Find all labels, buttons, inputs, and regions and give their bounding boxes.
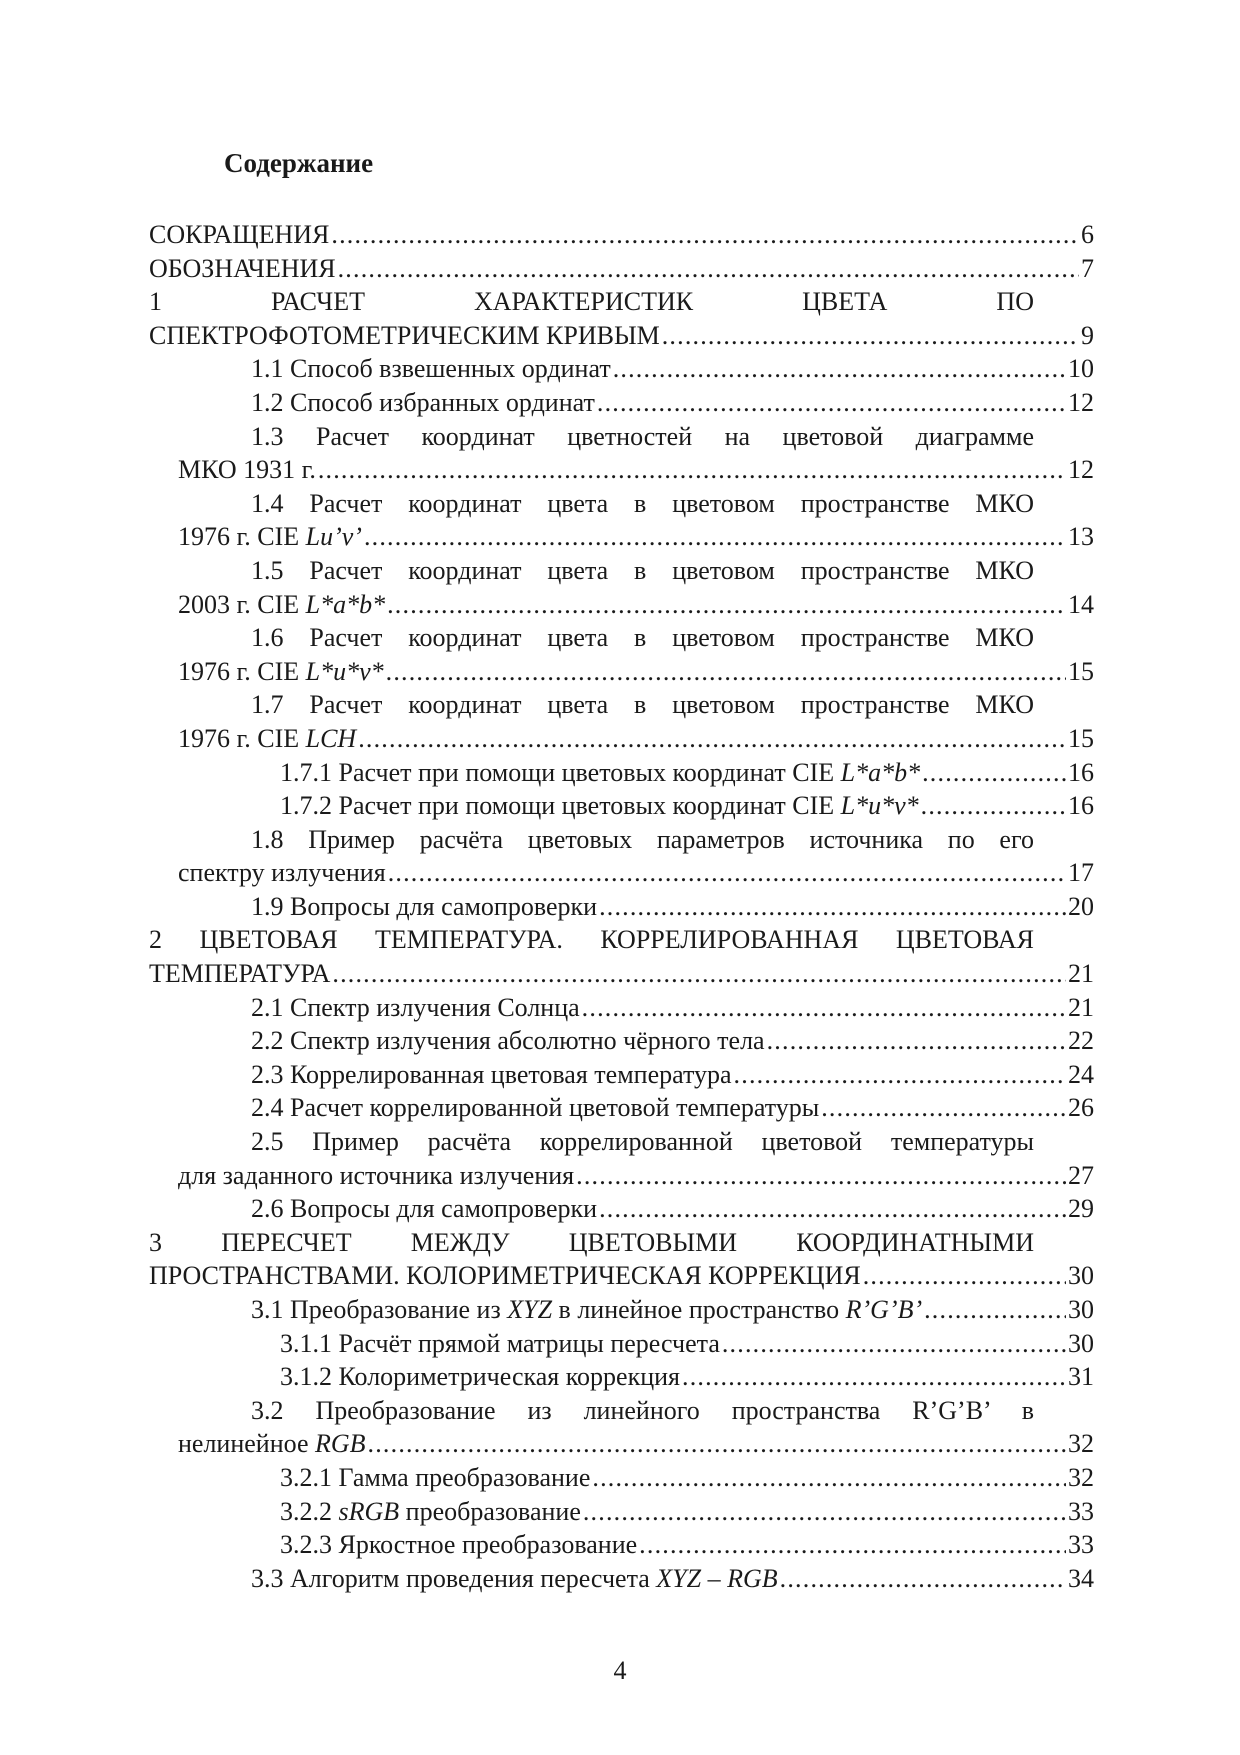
toc-entry[interactable] <box>149 252 1094 286</box>
dot-leader <box>682 1360 1066 1394</box>
toc-entry-title-part: sRGB <box>338 1496 400 1526</box>
toc-entry-line <box>149 1528 1094 1562</box>
toc-entry[interactable] <box>149 621 1094 688</box>
toc-entry-page-number: 6 <box>1081 220 1094 249</box>
toc-entry-line <box>149 1360 1094 1394</box>
toc-entry-line <box>149 1259 1094 1293</box>
toc-entry-title <box>178 588 385 622</box>
toc-entry-page-number: 33 <box>1068 1496 1094 1526</box>
toc-entry-title-part: МКО 1931 г. <box>178 455 316 485</box>
toc-entry-page-number: 17 <box>1068 858 1094 888</box>
toc-entry-title-part: L*a*b* <box>305 589 386 619</box>
toc-entry-title-part: 3.1 Преобразование из <box>251 1295 508 1324</box>
dot-leader <box>662 319 1079 353</box>
toc-entry[interactable] <box>149 554 1094 621</box>
toc-entry-title <box>251 1293 922 1327</box>
toc-entry-title <box>280 1528 637 1562</box>
toc-entry[interactable] <box>149 823 1094 890</box>
toc-entry-line <box>149 1495 1094 1529</box>
dot-leader <box>922 756 1066 790</box>
toc-heading: Содержание <box>224 148 374 178</box>
toc-entry-title-part: нелинейное <box>178 1429 315 1459</box>
toc-entry-title-part: 2003 г. CIE <box>178 589 306 619</box>
toc-entry-page-number: 12 <box>1068 455 1094 485</box>
toc-entry-line <box>149 991 1094 1025</box>
dot-leader <box>388 856 1066 890</box>
toc-entry-page-number: 34 <box>1068 1563 1094 1593</box>
toc-entry-line <box>149 756 1094 790</box>
toc-entry-line <box>149 1091 1094 1125</box>
toc-entry-title-first-line: 3 ПЕРЕСЧЕТ МЕЖДУ ЦВЕТОВЫМИ КООРДИНАТНЫМИ <box>149 1227 1034 1257</box>
toc-entry-page-number: 21 <box>1068 992 1094 1022</box>
toc-entry-title-part: 1.2 Способ избранных ординат <box>251 387 595 417</box>
toc-entry[interactable] <box>149 218 1094 252</box>
toc-entry[interactable] <box>149 1528 1094 1562</box>
toc-entry[interactable] <box>149 1562 1094 1596</box>
dot-leader <box>599 890 1066 924</box>
toc-entry-title <box>251 1091 819 1125</box>
toc-entry-title-part: 1.7.2 Расчет при помощи цветовых координат CIE <box>280 791 841 821</box>
toc-entry[interactable] <box>149 1495 1094 1529</box>
dot-leader <box>863 1259 1066 1293</box>
toc-entry-title-part: 3.2.2 <box>280 1496 339 1526</box>
toc-entry-page-number: 16 <box>1068 791 1094 821</box>
toc-entry-page-number: 32 <box>1068 1462 1094 1492</box>
dot-leader <box>734 1058 1066 1092</box>
toc-entry-title-part: 1976 г. CIE <box>178 522 306 552</box>
toc-entry-title <box>178 856 386 890</box>
toc-entry-line <box>149 218 1094 252</box>
toc-entry-page-number: 10 <box>1068 354 1094 384</box>
toc-entry-title <box>280 1461 590 1495</box>
toc-entry[interactable] <box>149 1293 1094 1327</box>
toc-entry[interactable] <box>149 285 1094 352</box>
toc-entry-page-number: 22 <box>1068 1026 1094 1056</box>
toc-entry[interactable] <box>149 420 1094 487</box>
toc-entry-line <box>149 1159 1094 1193</box>
toc-entry-page-number: 33 <box>1068 1530 1094 1560</box>
table-of-contents <box>149 218 1094 1595</box>
toc-entry-page-number: 30 <box>1068 1328 1094 1358</box>
dot-leader <box>613 352 1066 386</box>
toc-entry-title-part: в линейное пространство <box>552 1295 846 1324</box>
toc-entry-line <box>149 453 1094 487</box>
toc-entry-title <box>178 655 384 689</box>
toc-entry-title-first-line: 2 ЦВЕТОВАЯ ТЕМПЕРАТУРА. КОРРЕЛИРОВАННАЯ ЦВЕТОВАЯ <box>149 925 1034 955</box>
toc-entry-title <box>251 1192 597 1226</box>
toc-entry-title-first-line: 2.5 Пример расчёта коррелированной цветовой температуры <box>251 1127 1034 1157</box>
toc-entry-page-number: 31 <box>1068 1362 1094 1392</box>
toc-entry[interactable] <box>149 1091 1094 1125</box>
toc-entry-title-part: 3.1.2 Колориметрическая коррекция <box>280 1362 680 1392</box>
toc-entry-line <box>149 352 1094 386</box>
toc-entry[interactable] <box>149 1327 1094 1361</box>
toc-entry-title-first-line: 1 РАСЧЕТ ХАРАКТЕРИСТИК ЦВЕТА ПО <box>149 287 1034 317</box>
toc-entry-title <box>251 1562 778 1596</box>
toc-entry-page-number: 30 <box>1068 1295 1094 1324</box>
toc-entry-line <box>149 1192 1094 1226</box>
toc-entry-title <box>280 789 919 823</box>
toc-entry-title-part: ПРОСТРАНСТВАМИ. КОЛОРИМЕТРИЧЕСКАЯ КОРРЕКЦИЯ <box>149 1261 861 1291</box>
dot-leader <box>599 1192 1066 1226</box>
toc-entry-page-number: 27 <box>1068 1160 1094 1190</box>
dot-leader <box>387 588 1066 622</box>
toc-entry-title-part: L*u*v* <box>305 656 384 686</box>
dot-leader <box>332 957 1066 991</box>
toc-entry[interactable] <box>149 688 1094 755</box>
toc-entry-title <box>251 890 597 924</box>
toc-entry-title <box>280 756 920 790</box>
dot-leader <box>639 1528 1066 1562</box>
toc-entry-title-part: XYZ <box>507 1295 553 1324</box>
toc-entry[interactable] <box>149 1226 1094 1293</box>
toc-entry-line <box>149 520 1094 554</box>
dot-leader <box>358 722 1066 756</box>
toc-entry[interactable] <box>149 1394 1094 1461</box>
toc-entry-line <box>149 890 1094 924</box>
toc-entry-title-part: Lu’v’ <box>305 522 362 552</box>
dot-leader <box>821 1091 1066 1125</box>
toc-entry-title-first-line: 1.8 Пример расчёта цветовых параметров источника по его <box>251 824 1034 854</box>
dot-leader <box>576 1159 1066 1193</box>
toc-entry-title <box>251 1024 765 1058</box>
toc-entry-title <box>178 722 356 756</box>
toc-entry-title <box>149 1259 861 1293</box>
dot-leader <box>780 1562 1066 1596</box>
toc-entry-line <box>149 856 1094 890</box>
toc-entry[interactable] <box>149 923 1094 990</box>
dot-leader <box>924 1293 1066 1327</box>
toc-entry-title-part: R’G’B’ <box>845 1295 923 1324</box>
toc-entry-page-number: 30 <box>1068 1261 1094 1291</box>
toc-entry-title-part: 2.3 Коррелированная цветовая температура <box>251 1059 732 1089</box>
toc-entry-title-first-line: 1.4 Расчет координат цвета в цветовом пространстве МКО <box>251 488 1034 518</box>
toc-entry-line <box>149 1327 1094 1361</box>
toc-entry-line <box>149 1293 1094 1327</box>
toc-entry-page-number: 15 <box>1068 723 1094 753</box>
toc-entry[interactable] <box>149 1192 1094 1226</box>
dot-leader <box>331 218 1079 252</box>
toc-entry-title-part: СОКРАЩЕНИЯ <box>149 220 330 249</box>
dot-leader <box>582 991 1066 1025</box>
toc-entry-title <box>178 520 362 554</box>
toc-entry-title <box>280 1495 581 1529</box>
toc-entry-title <box>251 991 580 1025</box>
toc-entry[interactable] <box>149 1461 1094 1495</box>
toc-entry-line <box>149 655 1094 689</box>
toc-entry-title-part: ОБОЗНАЧЕНИЯ <box>149 253 336 283</box>
toc-entry-title-part: 3.2.3 Яркостное преобразование <box>280 1530 638 1560</box>
toc-entry-title-part: спектру излучения <box>178 858 386 888</box>
toc-entry-title-part: 1.7.1 Расчет при помощи цветовых координат CIE <box>280 757 841 787</box>
toc-entry-line <box>149 1058 1094 1092</box>
page-number: 4 <box>613 1656 627 1685</box>
toc-entry[interactable] <box>149 789 1094 823</box>
toc-entry-line <box>149 252 1094 286</box>
toc-entry[interactable] <box>149 352 1094 386</box>
toc-entry[interactable] <box>149 1125 1094 1192</box>
toc-entry-title-part: 2.6 Вопросы для самопроверки <box>251 1194 598 1224</box>
toc-entry-title <box>149 218 329 252</box>
dot-leader <box>921 789 1066 823</box>
toc-entry-page-number: 16 <box>1068 757 1094 787</box>
toc-entry-title-part: XYZ – RGB <box>656 1563 778 1593</box>
toc-entry-title-part: ТЕМПЕРАТУРА <box>149 959 331 989</box>
toc-entry[interactable] <box>149 386 1094 420</box>
dot-leader <box>386 655 1066 689</box>
dot-leader <box>338 252 1079 286</box>
toc-entry-title-first-line: 1.6 Расчет координат цвета в цветовом пространстве МКО <box>251 623 1034 653</box>
toc-entry-title-part: 3.2.1 Гамма преобразование <box>280 1462 591 1492</box>
toc-entry-title-part: L*u*v* <box>840 791 919 821</box>
toc-entry-page-number: 29 <box>1068 1194 1094 1224</box>
toc-entry-page-number: 24 <box>1068 1059 1094 1089</box>
toc-entry-title-part: 1976 г. CIE <box>178 656 306 686</box>
toc-entry-title-part: СПЕКТРОФОТОМЕТРИЧЕСКИМ КРИВЫМ <box>149 320 660 350</box>
toc-entry-title <box>251 352 611 386</box>
toc-entry[interactable] <box>149 487 1094 554</box>
toc-entry-page-number: 15 <box>1068 656 1094 686</box>
toc-entry-title <box>280 1327 720 1361</box>
toc-entry-title <box>280 1360 680 1394</box>
toc-entry-title-part: 1976 г. CIE <box>178 723 306 753</box>
toc-entry-line <box>149 386 1094 420</box>
dot-leader <box>368 1427 1066 1461</box>
toc-entry[interactable] <box>149 756 1094 790</box>
toc-entry-title-first-line: 3.2 Преобразование из линейного пространства R’G’B’ в <box>251 1395 1034 1425</box>
toc-entry[interactable] <box>149 1360 1094 1394</box>
toc-entry-page-number: 26 <box>1068 1093 1094 1123</box>
toc-entry-title <box>178 1159 574 1193</box>
toc-entry-title <box>149 252 336 286</box>
toc-entry[interactable] <box>149 991 1094 1025</box>
toc-entry-title <box>251 386 595 420</box>
toc-entry-page-number: 12 <box>1068 387 1094 417</box>
toc-entry-page-number: 7 <box>1081 253 1094 283</box>
toc-entry-title <box>178 1427 366 1461</box>
toc-entry-title-part: L*a*b* <box>840 757 921 787</box>
toc-entry-title-part: преобразование <box>399 1496 581 1526</box>
toc-entry-title-part: для заданного источника излучения <box>178 1160 575 1190</box>
toc-entry-title-part: 3.3 Алгоритм проведения пересчета <box>251 1563 657 1593</box>
toc-entry-line <box>149 789 1094 823</box>
toc-entry-title <box>251 1058 732 1092</box>
toc-entry-title-part: 2.2 Спектр излучения абсолютно чёрного тела <box>251 1026 765 1056</box>
dot-leader <box>583 1495 1066 1529</box>
toc-entry-line <box>149 1562 1094 1596</box>
toc-entry-title-part: 2.1 Спектр излучения Солнца <box>251 992 580 1022</box>
toc-entry-line <box>149 588 1094 622</box>
toc-entry-title-part: LCH <box>305 723 357 753</box>
toc-entry-line <box>149 957 1094 991</box>
toc-entry[interactable] <box>149 1024 1094 1058</box>
toc-entry[interactable] <box>149 1058 1094 1092</box>
toc-entry-title-part: 3.1.1 Расчёт прямой матрицы пересчета <box>280 1328 720 1358</box>
toc-entry-title-first-line: 1.7 Расчет координат цвета в цветовом пространстве МКО <box>251 690 1034 720</box>
toc-entry-page-number: 9 <box>1081 320 1094 350</box>
toc-entry-title <box>178 453 316 487</box>
toc-entry-title-part: 1.9 Вопросы для самопроверки <box>251 891 598 921</box>
dot-leader <box>767 1024 1066 1058</box>
toc-entry-title-part: 1.1 Способ взвешенных ординат <box>251 354 611 384</box>
toc-entry[interactable] <box>149 890 1094 924</box>
toc-entry-line <box>149 1427 1094 1461</box>
dot-leader <box>722 1327 1066 1361</box>
toc-entry-line <box>149 1461 1094 1495</box>
toc-entry-line <box>149 722 1094 756</box>
toc-entry-title <box>149 957 330 991</box>
toc-entry-line <box>149 1024 1094 1058</box>
dot-leader <box>318 453 1066 487</box>
toc-entry-page-number: 32 <box>1068 1429 1094 1459</box>
toc-entry-title-first-line: 1.3 Расчет координат цветностей на цветовой диаграмме <box>251 421 1034 451</box>
toc-entry-title <box>149 319 660 353</box>
toc-entry-page-number: 13 <box>1068 522 1094 552</box>
toc-entry-page-number: 21 <box>1068 959 1094 989</box>
toc-entry-title-part: RGB <box>314 1429 366 1459</box>
dot-leader <box>597 386 1066 420</box>
toc-entry-page-number: 20 <box>1068 891 1094 921</box>
toc-entry-page-number: 14 <box>1068 589 1094 619</box>
toc-entry-line <box>149 319 1094 353</box>
toc-entry-title-part: 2.4 Расчет коррелированной цветовой температуры <box>251 1093 820 1123</box>
toc-entry-title-first-line: 1.5 Расчет координат цвета в цветовом пространстве МКО <box>251 555 1034 585</box>
dot-leader <box>592 1461 1066 1495</box>
dot-leader <box>364 520 1066 554</box>
